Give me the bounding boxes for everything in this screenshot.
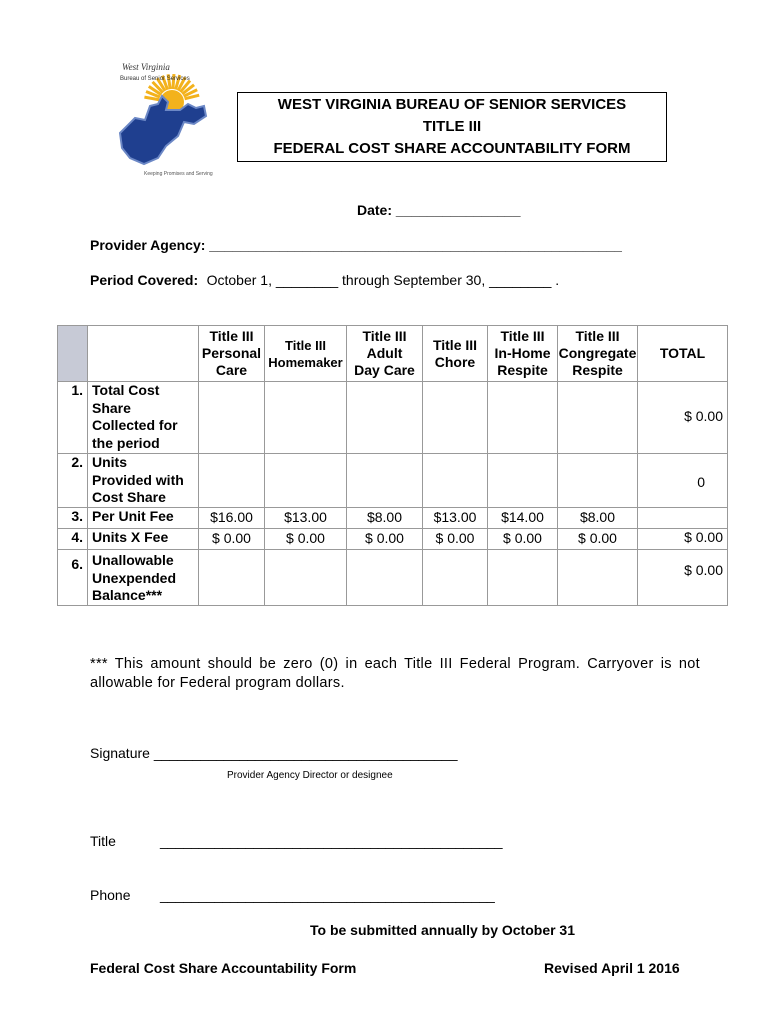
header-label-cell bbox=[88, 326, 199, 382]
table-row bbox=[58, 508, 728, 529]
calc-adult-day-care: $ 0.00 bbox=[347, 529, 423, 550]
calc-chore: $ 0.00 bbox=[423, 529, 488, 550]
state-shape bbox=[120, 96, 206, 164]
row-label-total-cost-share: Total Cost Share Collected for the period bbox=[88, 382, 199, 454]
col-header-chore: Title III Chore bbox=[423, 326, 488, 382]
total-units-value: 0 bbox=[638, 454, 728, 508]
table-row bbox=[58, 454, 728, 508]
balance-personal-care bbox=[199, 550, 265, 606]
col-header-in-home-respite: Title III In-Home Respite bbox=[488, 326, 558, 382]
balance-total: $ 0.00 bbox=[638, 550, 728, 606]
cell-input[interactable] bbox=[347, 382, 423, 454]
title-label: Title bbox=[90, 833, 116, 849]
balance-homemaker bbox=[265, 550, 347, 606]
cell-input[interactable] bbox=[347, 454, 423, 508]
row-label-units-provided: Units Provided with Cost Share bbox=[88, 454, 199, 508]
row-number: 2. bbox=[58, 454, 88, 508]
fee-homemaker[interactable]: $13.00 bbox=[265, 508, 347, 529]
fee-in-home-respite[interactable]: $14.00 bbox=[488, 508, 558, 529]
total-cost-share-value: $ 0.00 bbox=[638, 382, 728, 454]
col-header-homemaker: Title III Homemaker bbox=[265, 326, 347, 382]
logo-line2: Bureau of Senior Services bbox=[120, 76, 190, 82]
footer-revised-date: Revised April 1 2016 bbox=[544, 960, 680, 976]
logo-tagline: Keeping Promises and Serving bbox=[144, 171, 213, 177]
balance-congregate-respite bbox=[558, 550, 638, 606]
phone-field[interactable]: ___________________________________________ bbox=[160, 887, 495, 903]
cell-input[interactable] bbox=[265, 382, 347, 454]
row-number: 6. bbox=[58, 550, 88, 606]
submit-note: To be submitted annually by October 31 bbox=[310, 922, 576, 938]
col-header-congregate-respite: Title III Congregate Respite bbox=[558, 326, 638, 382]
row-label-per-unit-fee: Per Unit Fee bbox=[88, 508, 199, 529]
calc-total: $ 0.00 bbox=[638, 529, 728, 550]
col-header-total: TOTAL bbox=[638, 326, 728, 382]
period-label: Period Covered: bbox=[90, 272, 199, 288]
logo-line1: West Virginia bbox=[122, 62, 170, 72]
cell-input[interactable] bbox=[199, 454, 265, 508]
calc-homemaker: $ 0.00 bbox=[265, 529, 347, 550]
balance-adult-day-care bbox=[347, 550, 423, 606]
signature-label: Signature bbox=[90, 745, 150, 761]
row-number: 4. bbox=[58, 529, 88, 550]
calc-congregate-respite: $ 0.00 bbox=[558, 529, 638, 550]
balance-chore bbox=[423, 550, 488, 606]
provider-row bbox=[90, 237, 622, 253]
table-row bbox=[58, 550, 728, 606]
cell-input[interactable] bbox=[488, 454, 558, 508]
balance-in-home-respite bbox=[488, 550, 558, 606]
cell-input[interactable] bbox=[423, 454, 488, 508]
fee-personal-care[interactable]: $16.00 bbox=[199, 508, 265, 529]
calc-in-home-respite: $ 0.00 bbox=[488, 529, 558, 550]
title-line-1: WEST VIRGINIA BUREAU OF SENIOR SERVICES bbox=[277, 96, 627, 113]
cell-input[interactable] bbox=[558, 382, 638, 454]
table-row bbox=[58, 529, 728, 550]
cost-share-table bbox=[57, 325, 728, 606]
cell-input[interactable] bbox=[423, 382, 488, 454]
fee-total bbox=[638, 508, 728, 529]
date-label: Date: bbox=[357, 202, 393, 218]
cell-input[interactable] bbox=[488, 382, 558, 454]
form-title-box bbox=[237, 92, 667, 162]
col-header-adult-day-care: Title III Adult Day Care bbox=[347, 326, 423, 382]
fee-congregate-respite[interactable]: $8.00 bbox=[558, 508, 638, 529]
title-field[interactable]: ____________________________________________ bbox=[160, 833, 503, 849]
date-row bbox=[357, 202, 520, 218]
provider-label: Provider Agency: bbox=[90, 237, 206, 253]
cell-input[interactable] bbox=[199, 382, 265, 454]
period-row bbox=[90, 272, 559, 290]
title-line-2: TITLE III bbox=[422, 118, 482, 135]
title-line-3: FEDERAL COST SHARE ACCOUNTABILITY FORM bbox=[273, 140, 631, 157]
row-number: 1. bbox=[58, 382, 88, 454]
cell-input[interactable] bbox=[558, 454, 638, 508]
row-label-unallowable-balance: Unallowable Unexpended Balance*** bbox=[88, 550, 199, 606]
header-num-cell bbox=[58, 326, 88, 382]
date-field[interactable]: ________________ bbox=[395, 202, 521, 218]
signature-row bbox=[90, 745, 458, 761]
fee-chore[interactable]: $13.00 bbox=[423, 508, 488, 529]
period-field[interactable]: October 1, ________ through September 30, ________ . bbox=[206, 272, 560, 288]
carryover-note: *** This amount should be zero (0) in each Title III Federal Program. Carryover is not allowable for Federal program dollars. bbox=[90, 656, 700, 691]
calc-personal-care: $ 0.00 bbox=[199, 529, 265, 550]
row-label-units-x-fee: Units X Fee bbox=[88, 529, 199, 550]
row-number: 3. bbox=[58, 508, 88, 529]
signature-field[interactable]: _______________________________________ bbox=[153, 745, 458, 761]
col-header-personal-care: Title III Personal Care bbox=[199, 326, 265, 382]
phone-label: Phone bbox=[90, 887, 131, 903]
fee-adult-day-care[interactable]: $8.00 bbox=[347, 508, 423, 529]
provider-field[interactable]: _____________________________________________________ bbox=[209, 237, 622, 253]
cell-input[interactable] bbox=[265, 454, 347, 508]
header-row bbox=[58, 326, 728, 382]
bureau-logo bbox=[100, 58, 220, 178]
signature-caption: Provider Agency Director or designee bbox=[227, 770, 393, 781]
table-row bbox=[58, 382, 728, 454]
footer-form-name: Federal Cost Share Accountability Form bbox=[90, 960, 357, 976]
